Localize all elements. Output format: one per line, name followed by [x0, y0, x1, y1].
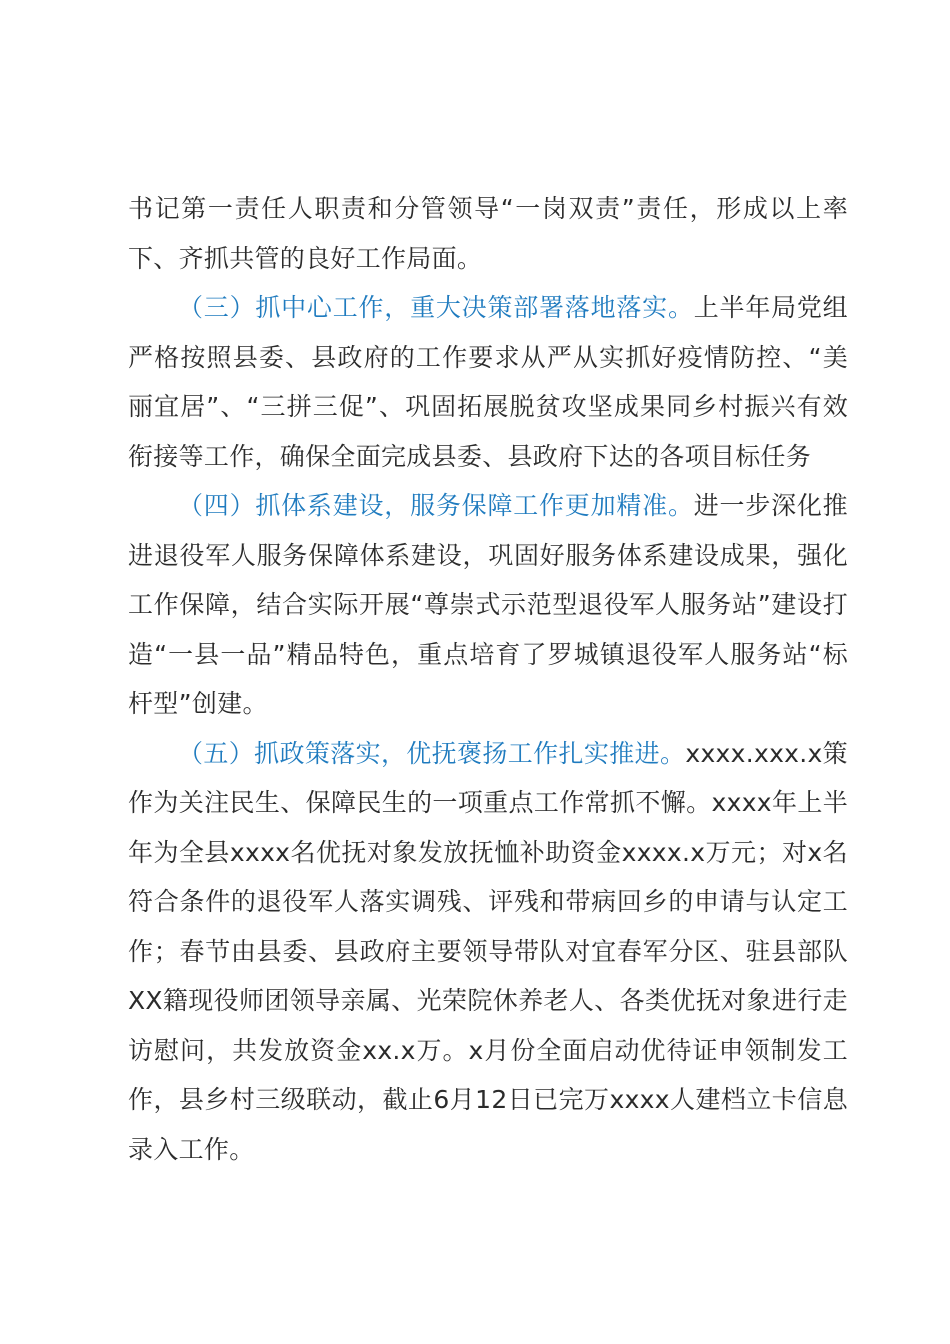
document-body: [128, 184, 848, 1174]
paragraph-continuation: [128, 184, 848, 283]
paragraph-section-4: [128, 481, 848, 729]
section-4-heading: （四）抓体系建设，服务保障工作更加精准。: [178, 491, 694, 520]
section-4-body: 进一步深化推进退役军人服务保障体系建设，巩固好服务体系建设成果，强化工作保障，结合实际开展“尊崇式示范型退役军人服务站”建设打造“一县一品”精品特色，重点培育了罗城镇退役军人服务站“标杆型”创建。: [128, 491, 848, 718]
paragraph-section-3: [128, 283, 848, 481]
paragraph-body-text: 书记第一责任人职责和分管领导“一岗双责”责任，形成以上率下、齐抓共管的良好工作局面。: [128, 194, 848, 273]
section-5-heading: （五）抓政策落实，优抚褒扬工作扎实推进。: [178, 738, 686, 768]
section-3-body: 上半年局党组严格按照县委、县政府的工作要求从严从实抓好疫情防控、“美丽宜居”、“三拼三促”、巩固拓展脱贫攻坚成果同乡村振兴有效衔接等工作，确保全面完成县委、县政府下达的各项目标任务: [128, 293, 848, 471]
section-3-heading: （三）抓中心工作，重大决策部署落地落实。: [178, 293, 694, 322]
paragraph-section-5: [128, 729, 848, 1175]
section-5-body: xxxx.xxx.x策作为关注民生、保障民生的一项重点工作常抓不懈。xxxx年上半年为全县xxxx名优抚对象发放抚恤补助资金xxxx.x万元；对x名符合条件的退役军人落实调残、评残和带病回乡的申请与认定工作；春节由县委、县政府主要领导带队对宜春军分区、驻县部队XX籍现役师团领导亲属、光荣院休养老人、各类优抚对象进行走访慰问，共发放资金xx.x万。x月份全面启动优待证申领制发工作，县乡村三级联动，截止6月12日已完万xxxx人建档立卡信息录入工作。: [128, 738, 848, 1164]
